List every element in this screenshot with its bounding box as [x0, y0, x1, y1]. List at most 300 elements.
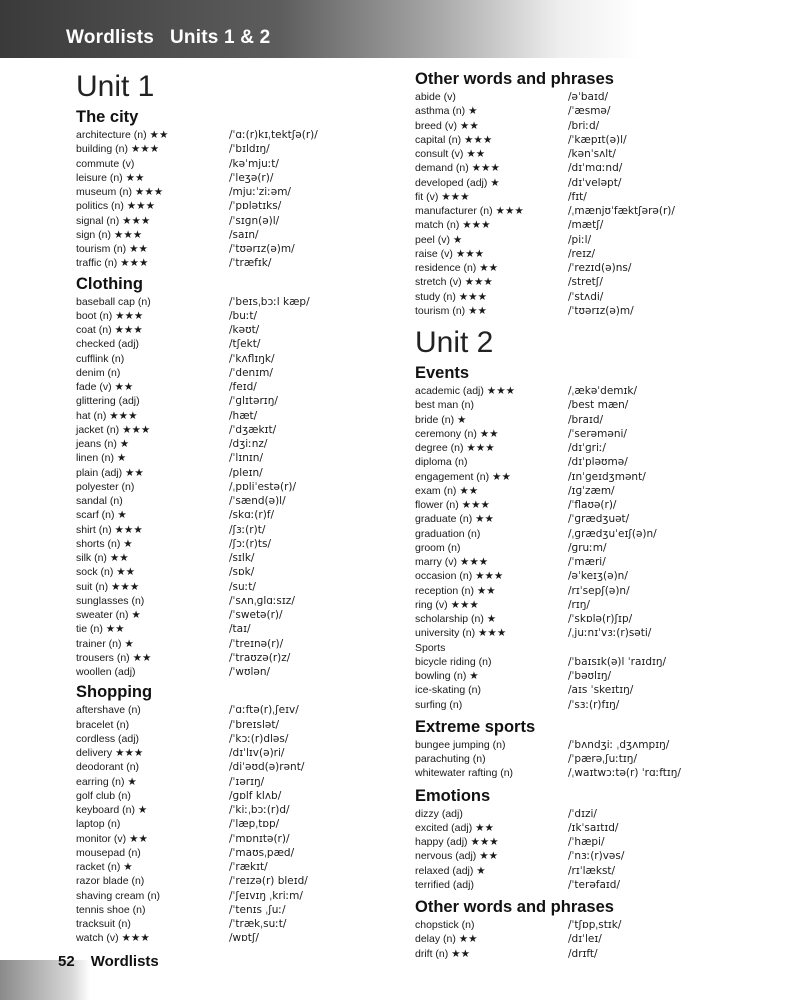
word-pronunciation: /sɒk/: [229, 566, 255, 579]
word-term: mousepad (n): [76, 846, 141, 859]
word-entry: [76, 832, 396, 846]
word-term: sandal (n): [76, 495, 123, 507]
left-sections: [76, 106, 396, 946]
word-entry: [76, 718, 396, 732]
word-entry: [415, 683, 795, 697]
word-term: stretch (v) ★★★: [415, 276, 493, 289]
word-term: bowling (n) ★: [415, 670, 479, 682]
word-entry: [76, 309, 396, 323]
word-term: glittering (adj): [76, 395, 140, 408]
word-term: trainer (n) ★: [76, 637, 134, 650]
page-footer: [58, 953, 159, 970]
word-pronunciation: /best mæn/: [568, 399, 629, 412]
word-pronunciation: /ˈpærəˌʃuːtɪŋ/: [568, 753, 637, 765]
word-entry: [415, 413, 795, 427]
word-entry: [76, 157, 396, 171]
word-entry: [76, 703, 396, 717]
word-term: traffic (n) ★★★: [76, 257, 149, 270]
word-term: shirt (n) ★★★: [76, 523, 143, 536]
word-entry: [76, 323, 396, 337]
word-entry: [415, 864, 795, 878]
word-term: woollen (adj): [76, 666, 136, 678]
word-term: denim (n): [76, 366, 121, 379]
word-term: plain (adj) ★★: [76, 466, 144, 479]
word-pronunciation: /ˈɡlɪtərɪŋ/: [229, 395, 278, 408]
word-pronunciation: /ˈtenɪs ˌʃuː/: [229, 903, 286, 916]
word-term: fade (v) ★★: [76, 381, 134, 393]
word-term: tourism (n) ★★: [76, 243, 148, 255]
word-term: raise (v) ★★★: [415, 247, 485, 260]
word-pronunciation: /rɪŋ/: [568, 598, 590, 611]
word-pronunciation: /ˈtʊərɪz(ə)m/: [229, 243, 295, 255]
word-pronunciation: /feɪd/: [229, 381, 257, 393]
word-entry: [415, 598, 795, 612]
word-entry: [76, 256, 396, 270]
word-pronunciation: /braɪd/: [568, 413, 604, 426]
word-entry: [415, 290, 795, 304]
word-list: [76, 703, 396, 945]
word-term: jeans (n) ★: [76, 438, 130, 450]
word-entry: [415, 247, 795, 261]
word-pronunciation: /ˈmɒnɪtə(r)/: [229, 832, 290, 845]
word-term: monitor (v) ★★: [76, 832, 148, 845]
word-entry: [76, 366, 396, 380]
word-pronunciation: /dɪˈveləpt/: [568, 176, 622, 189]
word-pronunciation: /ˈbreɪslət/: [229, 718, 280, 731]
word-entry: [76, 789, 396, 803]
word-entry: [76, 409, 396, 423]
word-pronunciation: /ˌmænjʊˈfæktʃərə(r)/: [568, 205, 675, 217]
word-pronunciation: /əˈkeɪʒ(ə)n/: [568, 570, 628, 583]
word-pronunciation: /kəˈmjuːt/: [229, 157, 279, 170]
word-entry: [76, 760, 396, 774]
other-words-list: [415, 90, 795, 318]
word-pronunciation: /ˈskɒlə(r)ʃɪp/: [568, 613, 633, 625]
word-pronunciation: /ˈtræfɪk/: [229, 257, 272, 270]
word-entry: [76, 903, 396, 917]
word-entry: [76, 380, 396, 394]
word-pronunciation: /ˈlɪnɪn/: [229, 452, 263, 465]
word-term: terrified (adj): [415, 878, 474, 891]
word-pronunciation: /ˈmæri/: [568, 556, 606, 568]
word-entry: [415, 176, 795, 190]
word-pronunciation: /ˈbəʊlɪŋ/: [568, 670, 612, 682]
word-entry: [415, 849, 795, 863]
word-term: linen (n) ★: [76, 452, 127, 465]
extreme-sports-list: [415, 738, 795, 781]
word-pronunciation: /ˌjuːnɪˈvɜː(r)səti/: [568, 627, 652, 640]
word-term: golf club (n): [76, 789, 131, 802]
word-pronunciation: /skɑː(r)f/: [229, 509, 275, 522]
word-term: nervous (adj) ★★: [415, 850, 499, 863]
word-pronunciation: /piːl/: [568, 233, 592, 246]
word-term: marry (v) ★★★: [415, 556, 489, 568]
word-pronunciation: /ˈtrækˌsuːt/: [229, 918, 287, 930]
word-pronunciation: /drɪft/: [568, 947, 598, 960]
unit-2-title: Unit 2: [415, 326, 494, 359]
word-entry: [415, 119, 795, 133]
word-pronunciation: /kəʊt/: [229, 324, 260, 336]
word-pronunciation: /ˈbɪldɪŋ/: [229, 143, 270, 156]
word-term: sock (n) ★★: [76, 566, 136, 579]
word-term: suit (n) ★★★: [76, 580, 140, 593]
word-term: coat (n) ★★★: [76, 324, 143, 336]
word-entry: [415, 275, 795, 289]
word-term: cufflink (n): [76, 352, 125, 365]
word-term: architecture (n) ★★: [76, 129, 169, 141]
word-entry: [76, 394, 396, 408]
word-entry: [76, 214, 396, 228]
word-pronunciation: /ˈtreɪnə(r)/: [229, 637, 284, 650]
word-entry: [415, 918, 795, 932]
word-pronunciation: /ɡɒlf klʌb/: [229, 789, 282, 802]
header-units: Units 1 & 2: [170, 27, 271, 48]
word-term: match (n) ★★★: [415, 219, 491, 232]
word-pronunciation: /ˈreɪzə(r) bleɪd/: [229, 875, 308, 888]
word-term: silk (n) ★★: [76, 552, 129, 564]
word-entry: [415, 932, 795, 946]
word-entry: [76, 860, 396, 874]
word-pronunciation: /ˌækəˈdemɪk/: [568, 385, 638, 397]
word-entry: [76, 352, 396, 366]
word-entry: [76, 803, 396, 817]
word-entry: [415, 90, 795, 104]
word-pronunciation: /ˈdʒækɪt/: [229, 423, 277, 436]
word-term: dizzy (adj): [415, 807, 463, 820]
word-pronunciation: /ˌwaɪtwɔːtə(r) ˈrɑːftɪŋ/: [568, 767, 681, 780]
section-title-other-words: Other words and phrases: [415, 70, 614, 88]
word-term: sign (n) ★★★: [76, 228, 143, 241]
word-entry: [415, 218, 795, 232]
word-entry: [76, 295, 396, 309]
word-pronunciation: /ˈsɪɡn(ə)l/: [229, 214, 280, 227]
word-entry: [415, 133, 795, 147]
word-entry: [415, 455, 795, 469]
word-entry: [76, 466, 396, 480]
word-pronunciation: /mætʃ/: [568, 219, 604, 232]
word-pronunciation: /ˈkæpɪt(ə)l/: [568, 133, 627, 146]
word-pronunciation: /ɪkˈsaɪtɪd/: [568, 821, 619, 834]
word-pronunciation: /rɪˈsepʃ(ə)n/: [568, 584, 630, 597]
word-term: developed (adj) ★: [415, 176, 500, 189]
page-number: 52: [58, 953, 75, 970]
word-entry: [415, 498, 795, 512]
word-entry: [415, 835, 795, 849]
word-term: university (n) ★★★: [415, 627, 507, 640]
word-term: jacket (n) ★★★: [76, 423, 151, 436]
word-pronunciation: /suːt/: [229, 580, 256, 593]
word-term: tourism (n) ★★: [415, 304, 487, 317]
word-entry: [76, 451, 396, 465]
word-pronunciation: /kənˈsʌlt/: [568, 148, 616, 160]
section-title-events: Events: [415, 364, 470, 382]
word-list: [76, 128, 396, 271]
word-entry: [76, 746, 396, 760]
word-pronunciation: /ʃɜː(r)t/: [229, 523, 266, 536]
word-entry: [415, 569, 795, 583]
word-pronunciation: /ˈæsmə/: [568, 105, 611, 118]
word-term: ceremony (n) ★★: [415, 427, 499, 440]
word-entry: [415, 304, 795, 318]
word-entry: [76, 494, 396, 508]
word-pronunciation: /ˈserəməni/: [568, 427, 627, 440]
word-term: bicycle riding (n): [415, 655, 492, 668]
word-term: aftershave (n): [76, 704, 141, 717]
word-entry: [76, 917, 396, 931]
word-entry: [76, 337, 396, 351]
word-term: manufacturer (n) ★★★: [415, 205, 524, 217]
word-term: bride (n) ★: [415, 413, 467, 426]
word-entry: [415, 584, 795, 598]
word-term: ring (v) ★★★: [415, 598, 479, 611]
word-pronunciation: /ˈkʌflɪŋk/: [229, 352, 275, 365]
word-pronunciation: /hæt/: [229, 409, 258, 422]
word-entry: [415, 384, 795, 398]
word-entry: [415, 821, 795, 835]
word-term: building (n) ★★★: [76, 143, 160, 156]
word-entry: [415, 807, 795, 821]
word-term: scholarship (n) ★: [415, 613, 497, 625]
word-term: racket (n) ★: [76, 861, 133, 873]
word-pronunciation: /ˈbʌndʒiː ˌdʒʌmpɪŋ/: [568, 738, 670, 751]
word-pronunciation: /ˈsʌnˌɡlɑːsɪz/: [229, 594, 295, 607]
word-pronunciation: /ˈrezɪd(ə)ns/: [568, 262, 632, 274]
sports-list: [415, 655, 795, 712]
word-pronunciation: /ˈsænd(ə)l/: [229, 495, 286, 507]
page-header: [0, 0, 800, 58]
word-term: leisure (n) ★★: [76, 171, 145, 184]
word-pronunciation: /ˈɪərɪŋ/: [229, 775, 265, 788]
right-column: [415, 64, 795, 961]
header-title: [66, 27, 270, 49]
word-pronunciation: /dɪˈɡriː/: [568, 442, 606, 454]
word-term: shorts (n) ★: [76, 537, 133, 550]
word-pronunciation: /ˈflaʊə(r)/: [568, 499, 617, 511]
word-entry: [76, 775, 396, 789]
word-pronunciation: /ˌpɒliˈestə(r)/: [229, 480, 297, 493]
word-pronunciation: /ˈtʃɒpˌstɪk/: [568, 919, 622, 931]
word-term: chopstick (n): [415, 919, 475, 931]
word-entry: [76, 732, 396, 746]
word-entry: [76, 185, 396, 199]
word-entry: [415, 766, 795, 780]
word-term: museum (n) ★★★: [76, 186, 164, 198]
word-entry: [76, 594, 396, 608]
word-term: engagement (n) ★★: [415, 470, 511, 483]
word-pronunciation: /ˈwʊlən/: [229, 666, 271, 678]
word-term: razor blade (n): [76, 875, 145, 888]
footer-label: Wordlists: [90, 953, 159, 970]
word-entry: [76, 565, 396, 579]
word-pronunciation: /ˈsɜː(r)fɪŋ/: [568, 698, 620, 711]
section-title-shopping: Shopping: [76, 683, 153, 702]
word-term: breed (v) ★★: [415, 119, 479, 132]
word-pronunciation: /ˈɡrædʒuət/: [568, 513, 630, 526]
word-pronunciation: /ˈtraʊzə(r)z/: [229, 651, 291, 664]
word-entry: [415, 752, 795, 766]
word-entry: [76, 171, 396, 185]
word-term: earring (n) ★: [76, 775, 137, 788]
left-column: [76, 64, 396, 946]
word-term: delay (n) ★★: [415, 933, 478, 946]
word-pronunciation: /wɒtʃ/: [229, 932, 259, 945]
word-term: watch (v) ★★★: [76, 932, 150, 945]
word-entry: [415, 669, 795, 683]
word-pronunciation: /tʃekt/: [229, 338, 261, 351]
word-term: best man (n): [415, 399, 474, 412]
word-term: occasion (n) ★★★: [415, 570, 504, 583]
word-pronunciation: /ɪnˈɡeɪdʒmənt/: [568, 470, 646, 483]
word-entry: [415, 104, 795, 118]
word-pronunciation: /ˈleʒə(r)/: [229, 171, 274, 184]
word-pronunciation: /ˈmaʊsˌpæd/: [229, 846, 295, 859]
word-entry: [415, 878, 795, 892]
section-title-emotions: Emotions: [415, 786, 491, 805]
word-pronunciation: /fɪt/: [568, 190, 587, 203]
word-pronunciation: /ˈʃeɪvɪŋ ˌkriːm/: [229, 889, 303, 902]
word-term: study (n) ★★★: [415, 290, 488, 303]
word-pronunciation: /dʒiːnz/: [229, 438, 268, 450]
word-entry: [76, 242, 396, 256]
word-entry: [415, 190, 795, 204]
word-entry: [415, 261, 795, 275]
word-term: reception (n) ★★: [415, 584, 496, 597]
word-term: commute (v): [76, 157, 135, 170]
word-pronunciation: /ˈnɜː(r)vəs/: [568, 850, 625, 863]
word-term: groom (n): [415, 541, 461, 554]
word-entry: [415, 484, 795, 498]
sports-label: Sports: [415, 641, 446, 654]
word-term: degree (n) ★★★: [415, 442, 495, 454]
word-entry: [76, 128, 396, 142]
section-title-clothing: Clothing: [76, 274, 143, 293]
word-entry: [415, 441, 795, 455]
word-term: peel (v) ★: [415, 233, 463, 246]
word-entry: [415, 147, 795, 161]
word-entry: [415, 398, 795, 412]
word-pronunciation: /dɪˈleɪ/: [568, 933, 602, 946]
word-pronunciation: /taɪ/: [229, 623, 251, 636]
word-entry: [415, 738, 795, 752]
word-term: whitewater rafting (n): [415, 767, 514, 780]
word-pronunciation: /pleɪn/: [229, 466, 263, 479]
word-pronunciation: /buːt/: [229, 309, 258, 322]
word-entry: [415, 512, 795, 526]
word-entry: [415, 626, 795, 640]
word-entry: [76, 817, 396, 831]
emotions-list: [415, 807, 795, 893]
word-term: sunglasses (n): [76, 594, 145, 607]
word-term: flower (n) ★★★: [415, 499, 490, 511]
word-term: delivery ★★★: [76, 747, 144, 759]
word-entry: [415, 204, 795, 218]
word-term: academic (adj) ★★★: [415, 385, 516, 397]
word-term: residence (n) ★★: [415, 262, 499, 274]
word-term: signal (n) ★★★: [76, 214, 151, 227]
word-pronunciation: /ˈdenɪm/: [229, 366, 273, 379]
word-term: tie (n) ★★: [76, 623, 125, 636]
section-title-extreme-sports: Extreme sports: [415, 717, 536, 736]
word-pronunciation: /ˈɑː(r)kɪˌtektʃə(r)/: [229, 129, 318, 141]
word-pronunciation: /ɡruːm/: [568, 541, 607, 554]
events-list: [415, 384, 795, 641]
word-term: tracksuit (n): [76, 918, 131, 930]
word-term: bungee jumping (n): [415, 738, 506, 751]
word-entry: [415, 541, 795, 555]
word-pronunciation: /dɪˈmɑːnd/: [568, 162, 623, 175]
word-entry: [76, 874, 396, 888]
word-entry: [76, 551, 396, 565]
word-pronunciation: /rɪˈlækst/: [568, 864, 616, 877]
word-pronunciation: /ɪɡˈzæm/: [568, 484, 615, 497]
section-title-the-city: The city: [76, 108, 139, 126]
word-entry: [76, 142, 396, 156]
word-entry: [76, 651, 396, 665]
word-term: keyboard (n) ★: [76, 804, 148, 816]
word-term: graduation (n): [415, 527, 481, 540]
word-pronunciation: /ˈpɒlətɪks/: [229, 200, 282, 213]
word-term: asthma (n) ★: [415, 105, 478, 118]
word-entry: [76, 437, 396, 451]
word-pronunciation: /ˈlæpˌtɒp/: [229, 818, 280, 831]
word-term: consult (v) ★★: [415, 148, 486, 160]
word-term: parachuting (n): [415, 753, 486, 765]
word-term: deodorant (n): [76, 761, 140, 774]
word-entry: [415, 612, 795, 626]
other-words-list-2: [415, 918, 795, 961]
word-entry: [76, 580, 396, 594]
word-term: scarf (n) ★: [76, 509, 127, 522]
word-entry: [76, 622, 396, 636]
word-entry: [415, 555, 795, 569]
word-term: excited (adj) ★★: [415, 821, 494, 834]
word-entry: [76, 480, 396, 494]
word-term: drift (n) ★★: [415, 947, 470, 960]
word-term: surfing (n): [415, 698, 463, 711]
section-title-other-words-2: Other words and phrases: [415, 898, 614, 916]
word-pronunciation: /ˈswetə(r)/: [229, 609, 283, 621]
word-list: [76, 295, 396, 680]
word-pronunciation: /ʃɔː(r)ts/: [229, 537, 272, 550]
word-entry: [76, 199, 396, 213]
word-term: happy (adj) ★★★: [415, 836, 499, 848]
word-pronunciation: /ˈhæpi/: [568, 836, 605, 848]
word-entry: [76, 423, 396, 437]
word-term: cordless (adj): [76, 732, 140, 745]
word-pronunciation: /briːd/: [568, 119, 600, 132]
header-wordlists: Wordlists: [66, 27, 155, 48]
word-entry: [76, 523, 396, 537]
word-term: graduate (n) ★★: [415, 513, 494, 526]
word-entry: [415, 698, 795, 712]
word-pronunciation: /ˈdɪzi/: [568, 807, 597, 820]
word-entry: [415, 233, 795, 247]
word-pronunciation: /stretʃ/: [568, 276, 603, 289]
word-pronunciation: /mjuːˈziːəm/: [229, 186, 291, 198]
word-pronunciation: /ˌɡrædʒuˈeɪʃ(ə)n/: [568, 527, 657, 540]
word-term: abide (v): [415, 91, 456, 103]
word-term: tennis shoe (n): [76, 903, 146, 916]
word-entry: [415, 161, 795, 175]
word-pronunciation: /diˈəʊd(ə)rənt/: [229, 761, 305, 774]
word-term: trousers (n) ★★: [76, 651, 152, 664]
word-entry: [76, 846, 396, 860]
word-entry: [76, 537, 396, 551]
word-term: sweater (n) ★: [76, 609, 141, 621]
unit-1-title: Unit 1: [76, 70, 155, 103]
word-term: ice-skating (n): [415, 684, 481, 697]
word-term: diploma (n): [415, 456, 468, 469]
